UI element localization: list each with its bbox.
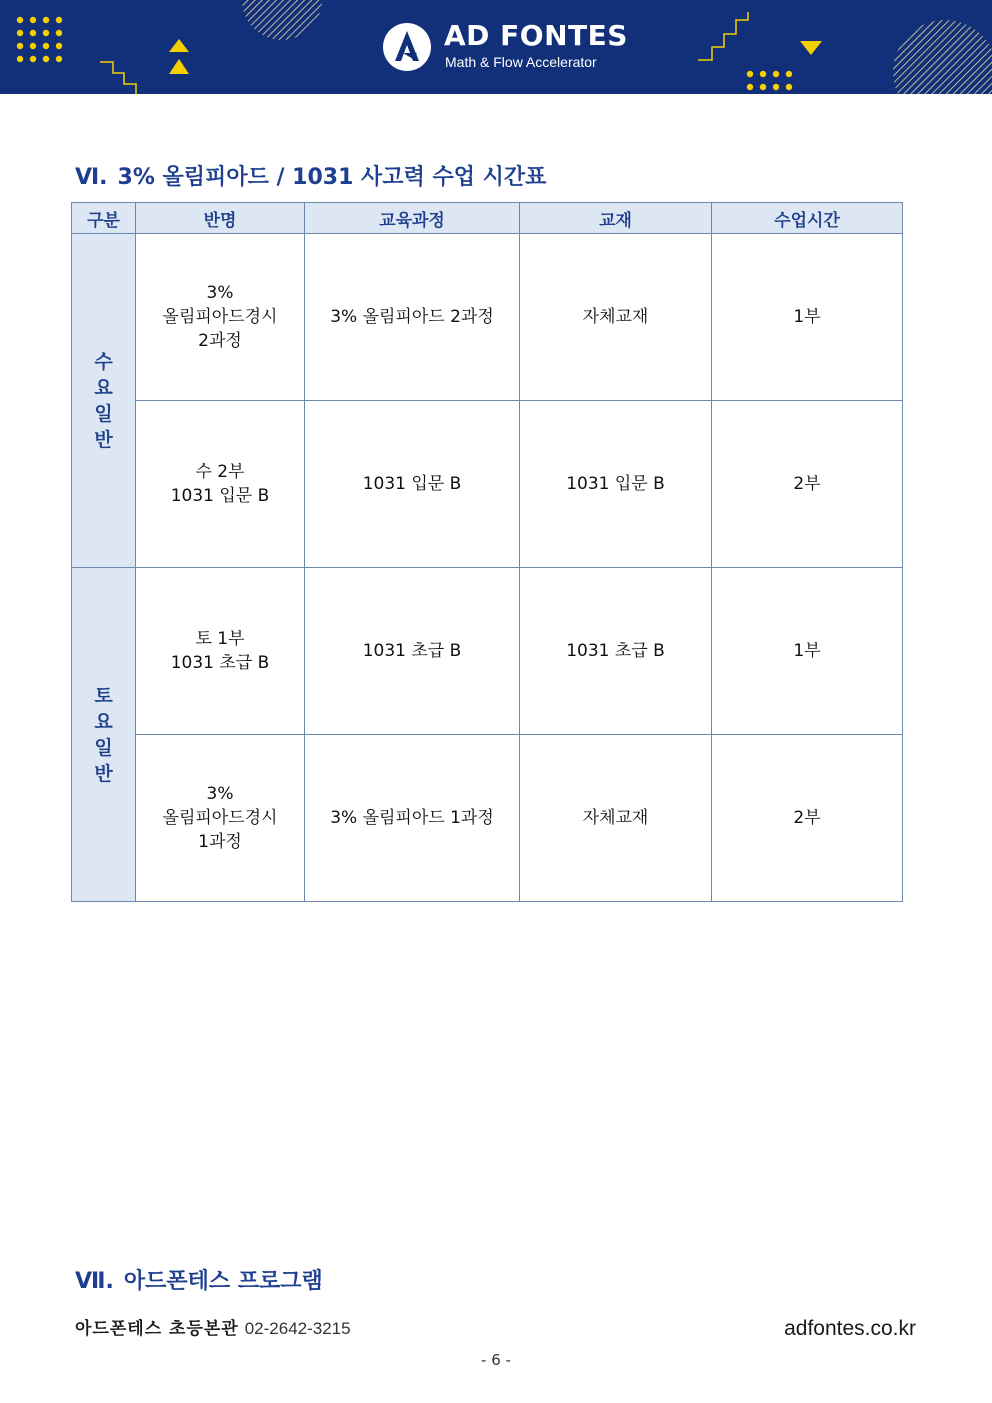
timetable: [71, 202, 903, 902]
branch-name: 아드폰테스 초등본관: [75, 1319, 239, 1339]
section-6-number: Ⅵ.: [75, 165, 108, 190]
brand-tagline: Math & Flow Accelerator: [445, 54, 597, 70]
class-name-cell: 수 2부 1031 입문 B: [136, 401, 305, 568]
table-header-row: [72, 203, 903, 234]
section-7-number: Ⅶ.: [75, 1269, 114, 1294]
curriculum-cell: 3% 올림피아드 1과정: [305, 735, 520, 902]
section-7-heading: [75, 1268, 323, 1296]
header-banner: [0, 0, 992, 94]
contact-info: [75, 1318, 351, 1340]
website-link[interactable]: adfontes.co.kr: [784, 1317, 916, 1340]
textbook-cell: 1031 입문 B: [520, 401, 712, 568]
dot-grid-right: [747, 71, 792, 90]
header-category: 구분: [72, 203, 136, 234]
logo-icon: [383, 23, 431, 71]
header-curriculum: 교육과정: [305, 203, 520, 234]
class-time-cell: 1부: [712, 234, 903, 401]
section-7-title: 아드폰테스 프로그램: [123, 1269, 323, 1294]
dot-grid-left: [17, 17, 62, 62]
class-name-cell: 토 1부 1031 초급 B: [136, 568, 305, 735]
section-6-title: 3% 올림피아드 / 1031 사고력 수업 시간표: [117, 165, 547, 190]
curriculum-cell: 1031 입문 B: [305, 401, 520, 568]
table-row: [72, 401, 903, 568]
brand-name: AD FONTES: [444, 19, 628, 52]
curriculum-cell: 1031 초급 B: [305, 568, 520, 735]
header-class-time: 수업시간: [712, 203, 903, 234]
textbook-cell: 1031 초급 B: [520, 568, 712, 735]
class-time-cell: 1부: [712, 568, 903, 735]
table-row: [72, 735, 903, 902]
section-6-heading: [75, 164, 546, 192]
group-label-saturday: 토요일반: [72, 568, 136, 902]
table-row: [72, 568, 903, 735]
class-time-cell: 2부: [712, 401, 903, 568]
group-label-wednesday: 수요일반: [72, 234, 136, 568]
header-textbook: 교재: [520, 203, 712, 234]
class-name-cell: 3% 올림피아드경시 1과정: [136, 735, 305, 902]
table-row: [72, 234, 903, 401]
textbook-cell: 자체교재: [520, 234, 712, 401]
header-class-name: 반명: [136, 203, 305, 234]
page-number: - 6 -: [481, 1351, 511, 1369]
class-name-cell: 3% 올림피아드경시 2과정: [136, 234, 305, 401]
curriculum-cell: 3% 올림피아드 2과정: [305, 234, 520, 401]
textbook-cell: 자체교재: [520, 735, 712, 902]
phone-number: 02-2642-3215: [244, 1319, 351, 1338]
class-time-cell: 2부: [712, 735, 903, 902]
